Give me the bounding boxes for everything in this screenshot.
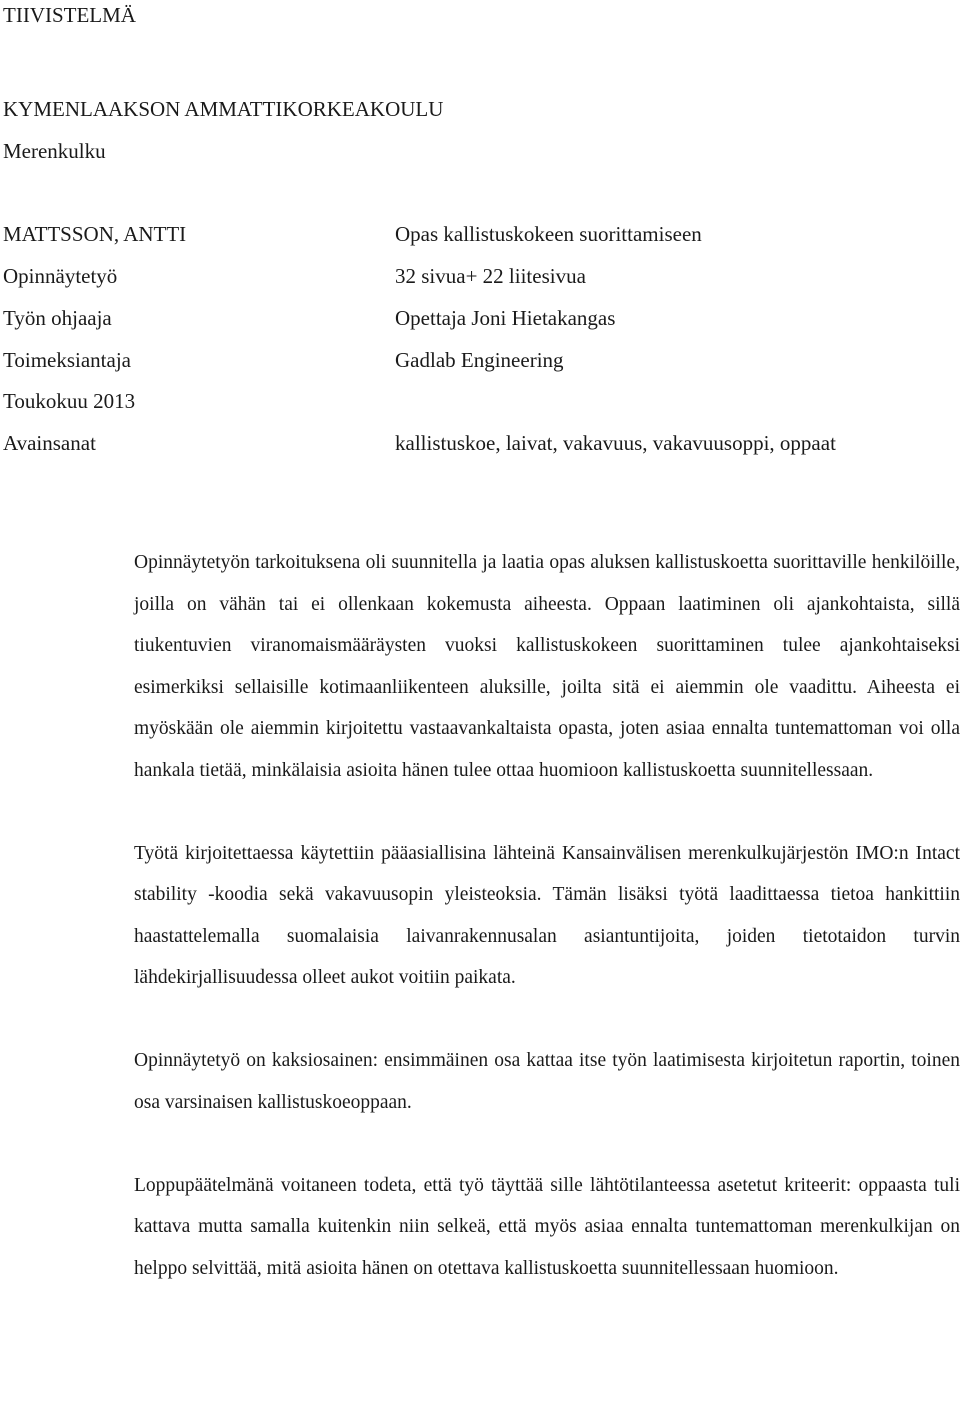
abstract-paragraph-conclusion: Loppupäätelmänä voitaneen todeta, että työ täyttää sille lähtötilanteessa asetetut kriteerit: oppaasta tuli kattava mutta samalla kuitenkin niin selkeä, että myös asiaa ennalta tuntemattoman merenkulkijan on helppo selvittää, mitä asioita hänen on otettava kallistuskoetta suunnitellessaan huomioon. bbox=[134, 1174, 960, 1279]
meta-row-author bbox=[3, 222, 953, 246]
keywords: kallistuskoe, laivat, vakavuus, vakavuusoppi, oppaat bbox=[395, 431, 836, 455]
meta-label-keywords: Avainsanat bbox=[3, 431, 96, 455]
meta-label-supervisor: Työn ohjaaja bbox=[3, 306, 112, 330]
page-count: 32 sivua+ 22 liitesivua bbox=[395, 264, 586, 288]
abstract-body bbox=[134, 542, 960, 1289]
department-name: Merenkulku bbox=[3, 139, 106, 163]
meta-label-commissioner: Toimeksiantaja bbox=[3, 348, 131, 372]
meta-label-thesis: Opinnäytetyö bbox=[3, 264, 118, 288]
abstract-paragraph-sources: Työtä kirjoitettaessa käytettiin pääasiallisina lähteinä Kansainvälisen merenkulkujärjestön IMO:n Intact stability -koodia sekä vakavuusopin yleisteoksia. Tämän lisäksi työtä laadittaessa tietoa hankittiin haastattelemalla suomalaisia laivanrakennusalan asiantuntijoita, joiden tietotaidon turvin lähdekirjallisuudessa olleet aukot voitiin paikata. bbox=[134, 842, 960, 988]
abstract-paragraph-purpose: Opinnäytetyön tarkoituksena oli suunnitella ja laatia opas aluksen kallistuskoetta suorittaville henkilöille, joilla on vähän tai ei ollenkaan kokemusta aiheesta. Oppaan laatiminen oli ajankohtaista, sillä tiukentuvien viranomaismääräysten vuoksi kallistuskokeen suorittaminen tulee ajankohtaiseksi esimerkiksi sellaisille kotimaanliikenteen aluksille, joilta sitä ei aiemmin ole vaadittu. Aiheesta ei myöskään ole aiemmin kirjoitettu vastaavankaltaista opasta, joten asiaa ennalta tuntemattoman voi olla hankala tietää, minkälaisia asioita hänen tulee ottaa huomioon kallistuskoetta suunnitellessaan. bbox=[134, 552, 960, 781]
publication-date: Toukokuu 2013 bbox=[3, 389, 136, 413]
meta-row-supervisor bbox=[3, 306, 953, 330]
institution-name: KYMENLAAKSON AMMATTIKORKEAKOULU bbox=[3, 97, 444, 121]
abstract-paragraph-structure: Opinnäytetyö on kaksiosainen: ensimmäinen osa kattaa itse työn laatimisesta kirjoitetun raportin, toinen osa varsinaisen kallistuskoeoppaan. bbox=[134, 1050, 960, 1113]
meta-row-thesis bbox=[3, 264, 953, 288]
section-title: TIIVISTELMÄ bbox=[3, 3, 136, 27]
commissioner-name: Gadlab Engineering bbox=[395, 348, 564, 372]
author-name: MATTSSON, ANTTI bbox=[3, 222, 187, 246]
thesis-title: Opas kallistuskokeen suorittamiseen bbox=[395, 222, 702, 246]
meta-row-commissioner bbox=[3, 348, 953, 372]
meta-row-date bbox=[3, 389, 953, 413]
supervisor-name: Opettaja Joni Hietakangas bbox=[395, 306, 616, 330]
meta-row-keywords bbox=[3, 431, 953, 455]
